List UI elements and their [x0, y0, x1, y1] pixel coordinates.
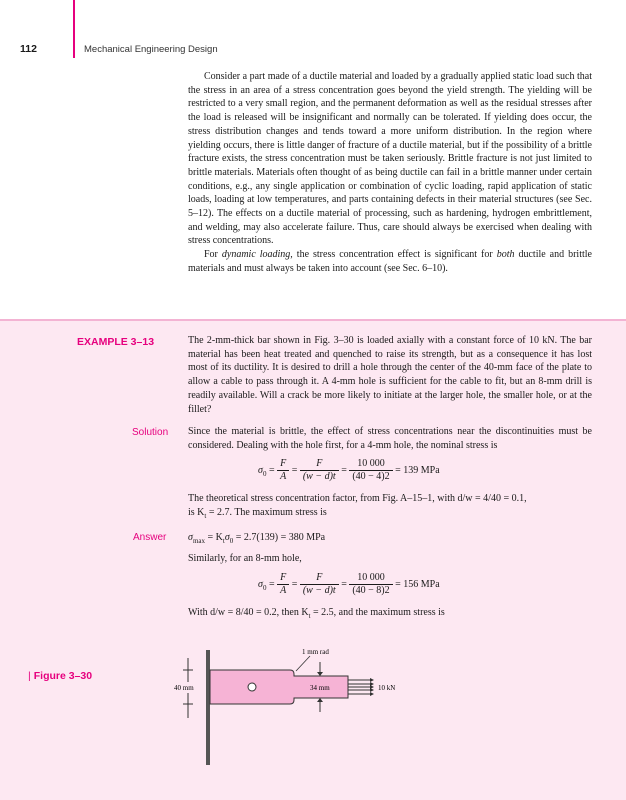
wall — [206, 650, 210, 765]
book-title: Mechanical Engineering Design — [84, 44, 218, 55]
rad-label: 1 mm rad — [302, 648, 329, 656]
figure-3-30 — [170, 640, 430, 770]
load-arrowheads — [370, 678, 374, 696]
example-text: The 2-mm-thick bar shown in Fig. 3–30 is loaded axially with a constant force of 10 kN. The bar material has been heat treated and quenched to raise its strength, but as a consequence it has lost most of its ductility. It is desired to drill a hole through the center of the 40-mm face of the plate to allow a cable to pass through it. A 4-mm hole is sufficient for the cable to fit, but an 8-mm drill is readily available. Will a crack be more likely to initiate at the larger hole, the smaller hole, or at the fillet? — [188, 335, 592, 415]
figure-label: | Figure 3–30 — [28, 670, 93, 682]
header-rule — [73, 0, 75, 58]
dim-40-label: 40 mm — [174, 684, 194, 692]
page-number: 112 — [20, 43, 37, 55]
rad-leader — [296, 656, 310, 671]
intro-paragraph-1: Consider a part made of a ductile material and loaded by a gradually applied static load such that the stress in an area of a stress concentration goes beyond the yield strength. The yielding will be restricted to a very small region, and the permanent deformation as well as the residual stresses after the load is released will be insignificant and normally can be tolerated. If yielding does occur, the stress distribution changes and tends toward a more uniform distribution. In the region where yielding occurs, there is little danger of fracture of a ductile material, but if the possibility of a brittle fracture exists, the stress concentration must be taken seriously. Brittle fracture is not just limited to brittle materials. Materials often thought of as being ductile can fail in a brittle manner under certain conditions, e.g., any single application or combination of cyclic loading, rapid application of static loads, loading at low temperatures, and parts containing defects in their material structures (see Sec. 5–12). The effects on a ductile material of processing, such as hardening, hydrogen embrittlement, and welding, may also accelerate failure. Thus, care should always be exercised when dealing with stress concentrations. — [188, 71, 592, 247]
load-arrows — [348, 680, 370, 694]
intro-paragraph-2: For dynamic loading, the stress concentration effect is significant for both ductile and brittle materials and must always be taken into account (see Sec. 6–10). — [188, 249, 592, 274]
dim-34-arrow-top — [317, 672, 323, 676]
equation-nominal-stress-8mm: $\sigma_0$ = $\frac{F}{A}$ = $\frac{F}{(w - d)t}$ = $\frac{10 000}{(40 - 8)2}$ = 156 MPa — [258, 572, 440, 596]
dim-34-arrow-bottom — [317, 698, 323, 702]
example-label: EXAMPLE 3–13 — [77, 336, 155, 348]
load-label: 10 kN — [378, 684, 396, 692]
similarly-text: Similarly, for an 8-mm hole, — [188, 553, 302, 564]
pink-divider — [0, 319, 626, 321]
answer-label: Answer — [133, 532, 167, 543]
solution-label: Solution — [132, 427, 169, 438]
equation-nominal-stress-4mm: $\sigma_0$ = $\frac{F}{A}$ = $\frac{F}{(w - d)t}$ = $\frac{10 000}{(40 - 4)2}$ = 139 MPa — [258, 458, 440, 482]
dim-34-label: 34 mm — [310, 684, 330, 692]
hole — [248, 683, 256, 691]
intro-text — [188, 70, 592, 276]
final-line: With d/w = 8/40 = 0.2, then $K_t = 2.5$, and the maximum stress is — [188, 607, 445, 620]
solution-text: Since the material is brittle, the effect of stress concentrations near the discontinuities must be considered. Dealing with the hole first, for a 4-mm hole, the nominal stress is — [188, 426, 592, 451]
kt-text: The theoretical stress concentration factor, from Fig. A–15–1, with d/w = 4/40 = 0.1, is $K_t = 2.7$. The maximum stress is — [188, 493, 527, 520]
answer-equation: $\sigma_{max} = K_t\sigma_0 = 2.7(139) = 380$ MPa — [188, 532, 326, 545]
